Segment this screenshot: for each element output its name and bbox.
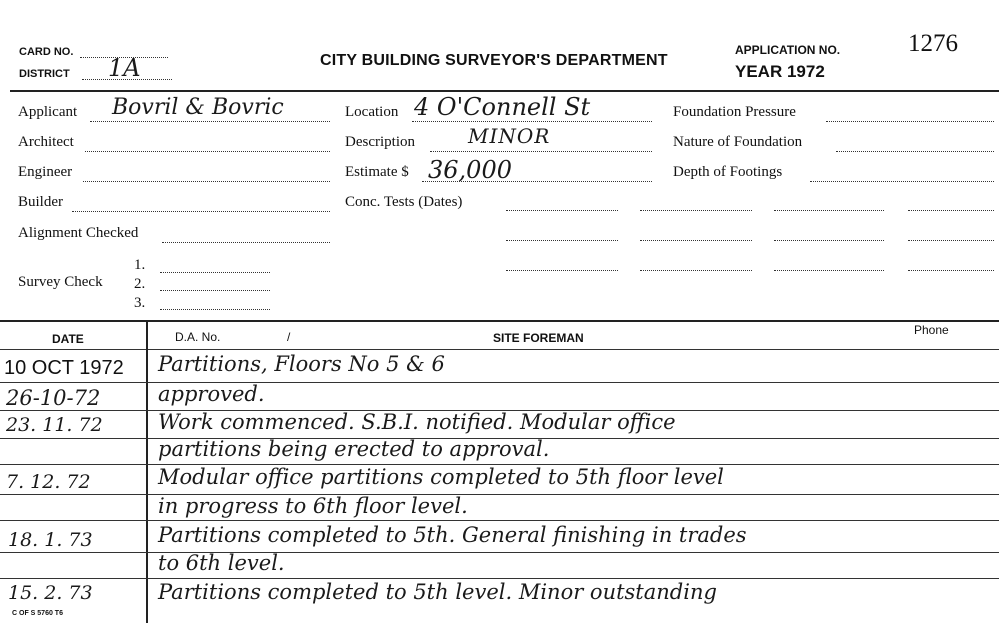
- applicant-line: [90, 121, 330, 122]
- log-date: 26-10-72: [6, 386, 101, 410]
- log-date: 23. 11. 72: [6, 414, 103, 436]
- log-entry-line: to 6th level.: [158, 551, 285, 575]
- da-header: D.A. No.: [175, 330, 221, 344]
- survey-1-line: [160, 272, 270, 273]
- log-date: 7. 12. 72: [6, 471, 91, 493]
- estimate-value: 36,000: [428, 156, 512, 184]
- location-label: Location: [345, 104, 399, 120]
- card-no-label: CARD NO.: [19, 46, 74, 58]
- log-entry-line: Work commenced. S.B.I. notified. Modular office: [158, 410, 676, 434]
- conc-line-2d: [908, 240, 994, 241]
- survey-2-label: 2.: [134, 276, 146, 292]
- description-label: Description: [345, 134, 415, 150]
- da-slash: /: [287, 330, 291, 344]
- survey-check-label: Survey Check: [18, 274, 103, 290]
- conc-line-3b: [640, 270, 752, 271]
- log-entry-line: in progress to 6th floor level.: [158, 494, 468, 518]
- row-rule-1: [0, 382, 999, 383]
- department-title: CITY BUILDING SURVEYOR'S DEPARTMENT: [320, 52, 668, 69]
- conc-tests-label: Conc. Tests (Dates): [345, 194, 463, 210]
- description-line: [430, 151, 652, 152]
- applicant-label: Applicant: [18, 104, 78, 120]
- conc-line-2b: [640, 240, 752, 241]
- conc-line-2c: [774, 240, 884, 241]
- district-value: 1A: [108, 54, 141, 82]
- survey-3-label: 3.: [134, 295, 146, 311]
- conc-line-1c: [774, 210, 884, 211]
- log-entry-line: Partitions, Floors No 5 & 6: [158, 352, 445, 376]
- depth-footings-line: [810, 181, 994, 182]
- architect-label: Architect: [18, 134, 74, 150]
- foundation-pressure-label: Foundation Pressure: [673, 104, 796, 120]
- survey-1-label: 1.: [134, 257, 146, 273]
- conc-line-3a: [506, 270, 618, 271]
- conc-line-1a: [506, 210, 618, 211]
- log-entry-line: partitions being erected to approval.: [158, 437, 550, 461]
- conc-line-2a: [506, 240, 618, 241]
- row-rule-6: [0, 520, 999, 521]
- log-entry-line: Partitions completed to 5th level. Minor outstanding: [158, 580, 717, 604]
- survey-3-line: [160, 309, 270, 310]
- log-entry-line: Partitions completed to 5th. General finishing in trades: [158, 523, 747, 547]
- architect-line: [85, 151, 330, 152]
- foundation-pressure-line: [826, 121, 994, 122]
- phone-header: Phone: [914, 323, 949, 337]
- district-label: DISTRICT: [19, 68, 70, 80]
- table-header-rule: [0, 349, 999, 350]
- row-rule-5: [0, 494, 999, 495]
- application-no-value: 1276: [908, 30, 958, 57]
- applicant-value: Bovril & Bovric: [112, 95, 284, 120]
- nature-foundation-label: Nature of Foundation: [673, 134, 803, 150]
- table-top-rule: [0, 320, 999, 322]
- location-line: [412, 121, 652, 122]
- conc-line-3c: [774, 270, 884, 271]
- application-no-label: APPLICATION NO.: [735, 43, 841, 57]
- estimate-label: Estimate $: [345, 164, 409, 180]
- conc-line-1b: [640, 210, 752, 211]
- alignment-label: Alignment Checked: [18, 225, 139, 241]
- row-rule-8: [0, 578, 999, 579]
- conc-line-1d: [908, 210, 994, 211]
- alignment-line: [162, 242, 330, 243]
- log-date: 15. 2. 73: [8, 582, 93, 604]
- date-header: DATE: [52, 332, 84, 346]
- depth-footings-label: Depth of Footings: [673, 164, 783, 180]
- row-rule-7: [0, 552, 999, 553]
- engineer-label: Engineer: [18, 164, 73, 180]
- header-divider: [10, 90, 999, 92]
- survey-2-line: [160, 290, 270, 291]
- builder-label: Builder: [18, 194, 63, 210]
- log-entry-line: Modular office partitions completed to 5th floor level: [158, 465, 724, 489]
- location-value: 4 O'Connell St: [414, 93, 591, 121]
- year-label: YEAR 1972: [735, 62, 825, 81]
- engineer-line: [83, 181, 330, 182]
- log-entry-line: approved.: [158, 382, 265, 406]
- log-date: 10 OCT 1972: [4, 357, 124, 379]
- nature-foundation-line: [836, 151, 994, 152]
- log-date: 18. 1. 73: [8, 529, 93, 551]
- description-value: MINOR: [468, 124, 551, 148]
- conc-line-3d: [908, 270, 994, 271]
- site-foreman-header: SITE FOREMAN: [493, 331, 584, 345]
- form-code: C OF S 5760 T6: [12, 610, 63, 617]
- builder-line: [72, 211, 330, 212]
